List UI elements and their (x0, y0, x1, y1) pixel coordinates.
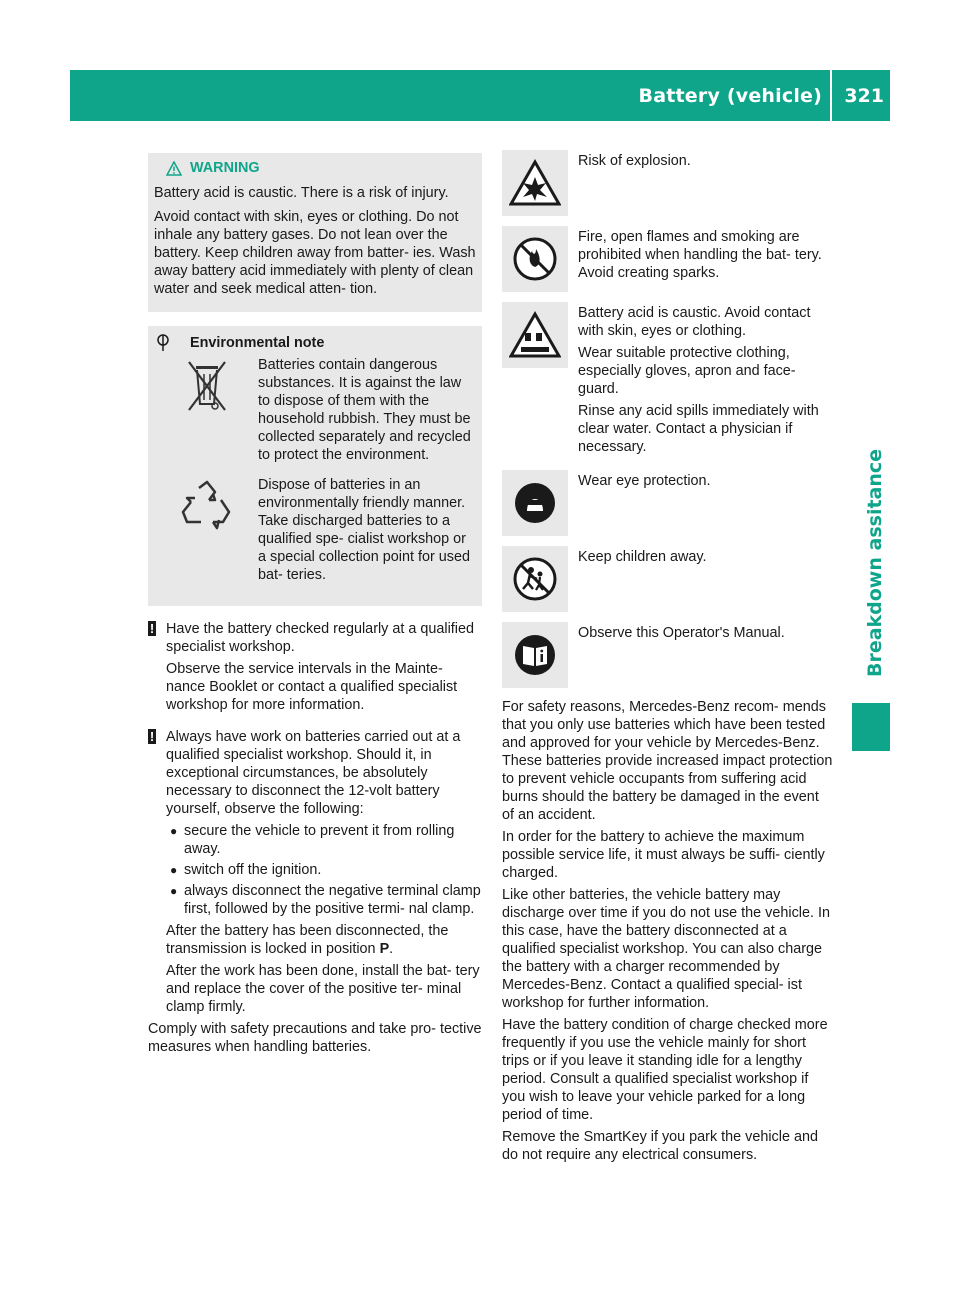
note-text: After the work has been done, install the bat- tery and replace the cover of the positive ter- minal clamp firmly. (166, 963, 480, 1015)
chapter-tab (860, 438, 890, 688)
environmental-note-label: Environmental note (190, 335, 325, 351)
recycling-icon (177, 478, 237, 534)
note-text: Always have work on batteries carried out at a qualified specialist workshop. Should it, in exceptional circumstances, be absolutely necessary to disconnect the 12-volt battery yourself, observe the following: (166, 729, 461, 817)
symbol-text: Fire, open flames and smoking are prohibited when handling the bat- tery. Avoid creating sparks. (578, 229, 822, 281)
symbol-row (502, 546, 834, 612)
warning-text: Avoid contact with skin, eyes or clothing. Do not inhale any battery gases. Do not lean over the battery. Keep children away from batter- ies. Wash away battery acid immediately with plenty of clean water and seek medical atten- tion. (154, 209, 476, 297)
symbol-row (502, 226, 834, 292)
environmental-note-item (156, 476, 482, 584)
symbol-text: Keep children away. (578, 549, 707, 565)
list-item: ● always disconnect the negative terminal clamp first, followed by the positive termi- nal clamp. (170, 883, 481, 917)
environmental-note-text: Dispose of batteries in an environmentally friendly manner. Take discharged batteries to a qualified spe- cialist workshop or a special collection point for used bat- teries. (258, 477, 470, 583)
environmental-note-item (156, 356, 482, 464)
symbol-text: Observe this Operator's Manual. (578, 625, 785, 641)
warning-heading-label: WARNING (190, 160, 260, 176)
note-text: Have the battery checked regularly at a qualified specialist workshop. (166, 621, 474, 655)
note-exclamation-icon: ! (149, 621, 155, 636)
note-exclamation-icon: ! (149, 729, 155, 744)
page-header (70, 70, 890, 121)
keep-children-away-icon (511, 555, 559, 603)
environmental-note-heading (156, 334, 482, 352)
left-column (148, 153, 482, 1060)
list-item: ● switch off the ignition. (170, 862, 322, 878)
symbol-text: Risk of explosion. (578, 153, 691, 169)
list-item: ● secure the vehicle to prevent it from rolling away. (170, 823, 455, 857)
body-paragraph: In order for the battery to achieve the maximum possible service life, it must always be suffi- ciently charged. (502, 829, 825, 881)
right-column (502, 150, 834, 1168)
environment-icon (156, 334, 170, 352)
symbol-text: Battery acid is caustic. Avoid contact with skin, eyes or clothing. Wear suitable protective clothing, especially gloves, apron and face- guard. Rinse any acid spills immediately with clear water. Contact a physician if necessary. (578, 305, 819, 455)
body-paragraph: Like other batteries, the vehicle battery may discharge over time if you do not use the vehicle. In this case, have the battery disconnected at a qualified specialist workshop. You can also charge the battery with a charger recommended by Mercedes-Benz. Contact a qualified special- ist workshop for further information. (502, 887, 830, 1011)
body-paragraph: Have the battery condition of charge checked more frequently if you use the vehicle mainly for short trips or if you leave it standing idle for a lengthy period. Consult a qualified specialist workshop if you wish to leave your vehicle parked for a long period of time. (502, 1017, 828, 1123)
warning-box (148, 153, 482, 312)
chapter-tab-label: Breakdown assitance (864, 448, 887, 678)
no-fire-icon (511, 235, 559, 283)
note-battery-check (148, 620, 482, 714)
transmission-position: P (379, 941, 390, 957)
bullet-icon: ● (170, 824, 178, 838)
body-paragraph: For safety reasons, Mercedes-Benz recom- mends that you only use batteries which have been tested and approved for your vehicle by Mercedes-Benz. These batteries provide increased impact protection to prevent vehicle occupants from suffering acid burns should the battery be damaged in the event of an accident. (502, 699, 833, 823)
symbol-row (502, 470, 834, 536)
explosion-icon (509, 159, 561, 207)
header-divider (830, 70, 832, 121)
eye-protection-icon (513, 481, 557, 525)
symbol-row (502, 302, 834, 460)
corrosive-icon (509, 311, 561, 359)
environmental-note-box (148, 326, 482, 606)
operators-manual-icon (513, 633, 557, 677)
chapter-marker (852, 703, 890, 751)
instruction-list (166, 822, 482, 918)
symbol-row (502, 622, 834, 688)
bullet-icon: ● (170, 863, 178, 877)
note-text: Observe the service intervals in the Mainte- nance Booklet or contact a qualified specialist workshop for more information. (166, 661, 458, 713)
page-number: 321 (844, 85, 884, 107)
warning-text: Battery acid is caustic. There is a risk of injury. (154, 185, 449, 201)
environmental-note-text: Batteries contain dangerous substances. It is against the law to dispose of them with the household rubbish. They must be collected separately and recycled to protect the environment. (258, 357, 471, 463)
crossed-out-bin-icon (185, 358, 229, 414)
section-title: Battery (vehicle) (638, 85, 822, 107)
bullet-icon: ● (170, 884, 178, 898)
warning-triangle-icon (166, 161, 182, 176)
note-text: After the battery has been disconnected, the transmission is locked in position P. (166, 923, 449, 957)
symbol-row (502, 150, 834, 216)
symbol-text: Wear eye protection. (578, 473, 711, 489)
body-paragraph: Remove the SmartKey if you park the vehicle and do not require any electrical consumers. (502, 1129, 818, 1163)
right-body-text (502, 698, 834, 1164)
closing-paragraph: Comply with safety precautions and take pro- tective measures when handling batteries. (148, 1021, 482, 1055)
warning-heading (166, 159, 476, 177)
note-battery-work (148, 728, 482, 1016)
